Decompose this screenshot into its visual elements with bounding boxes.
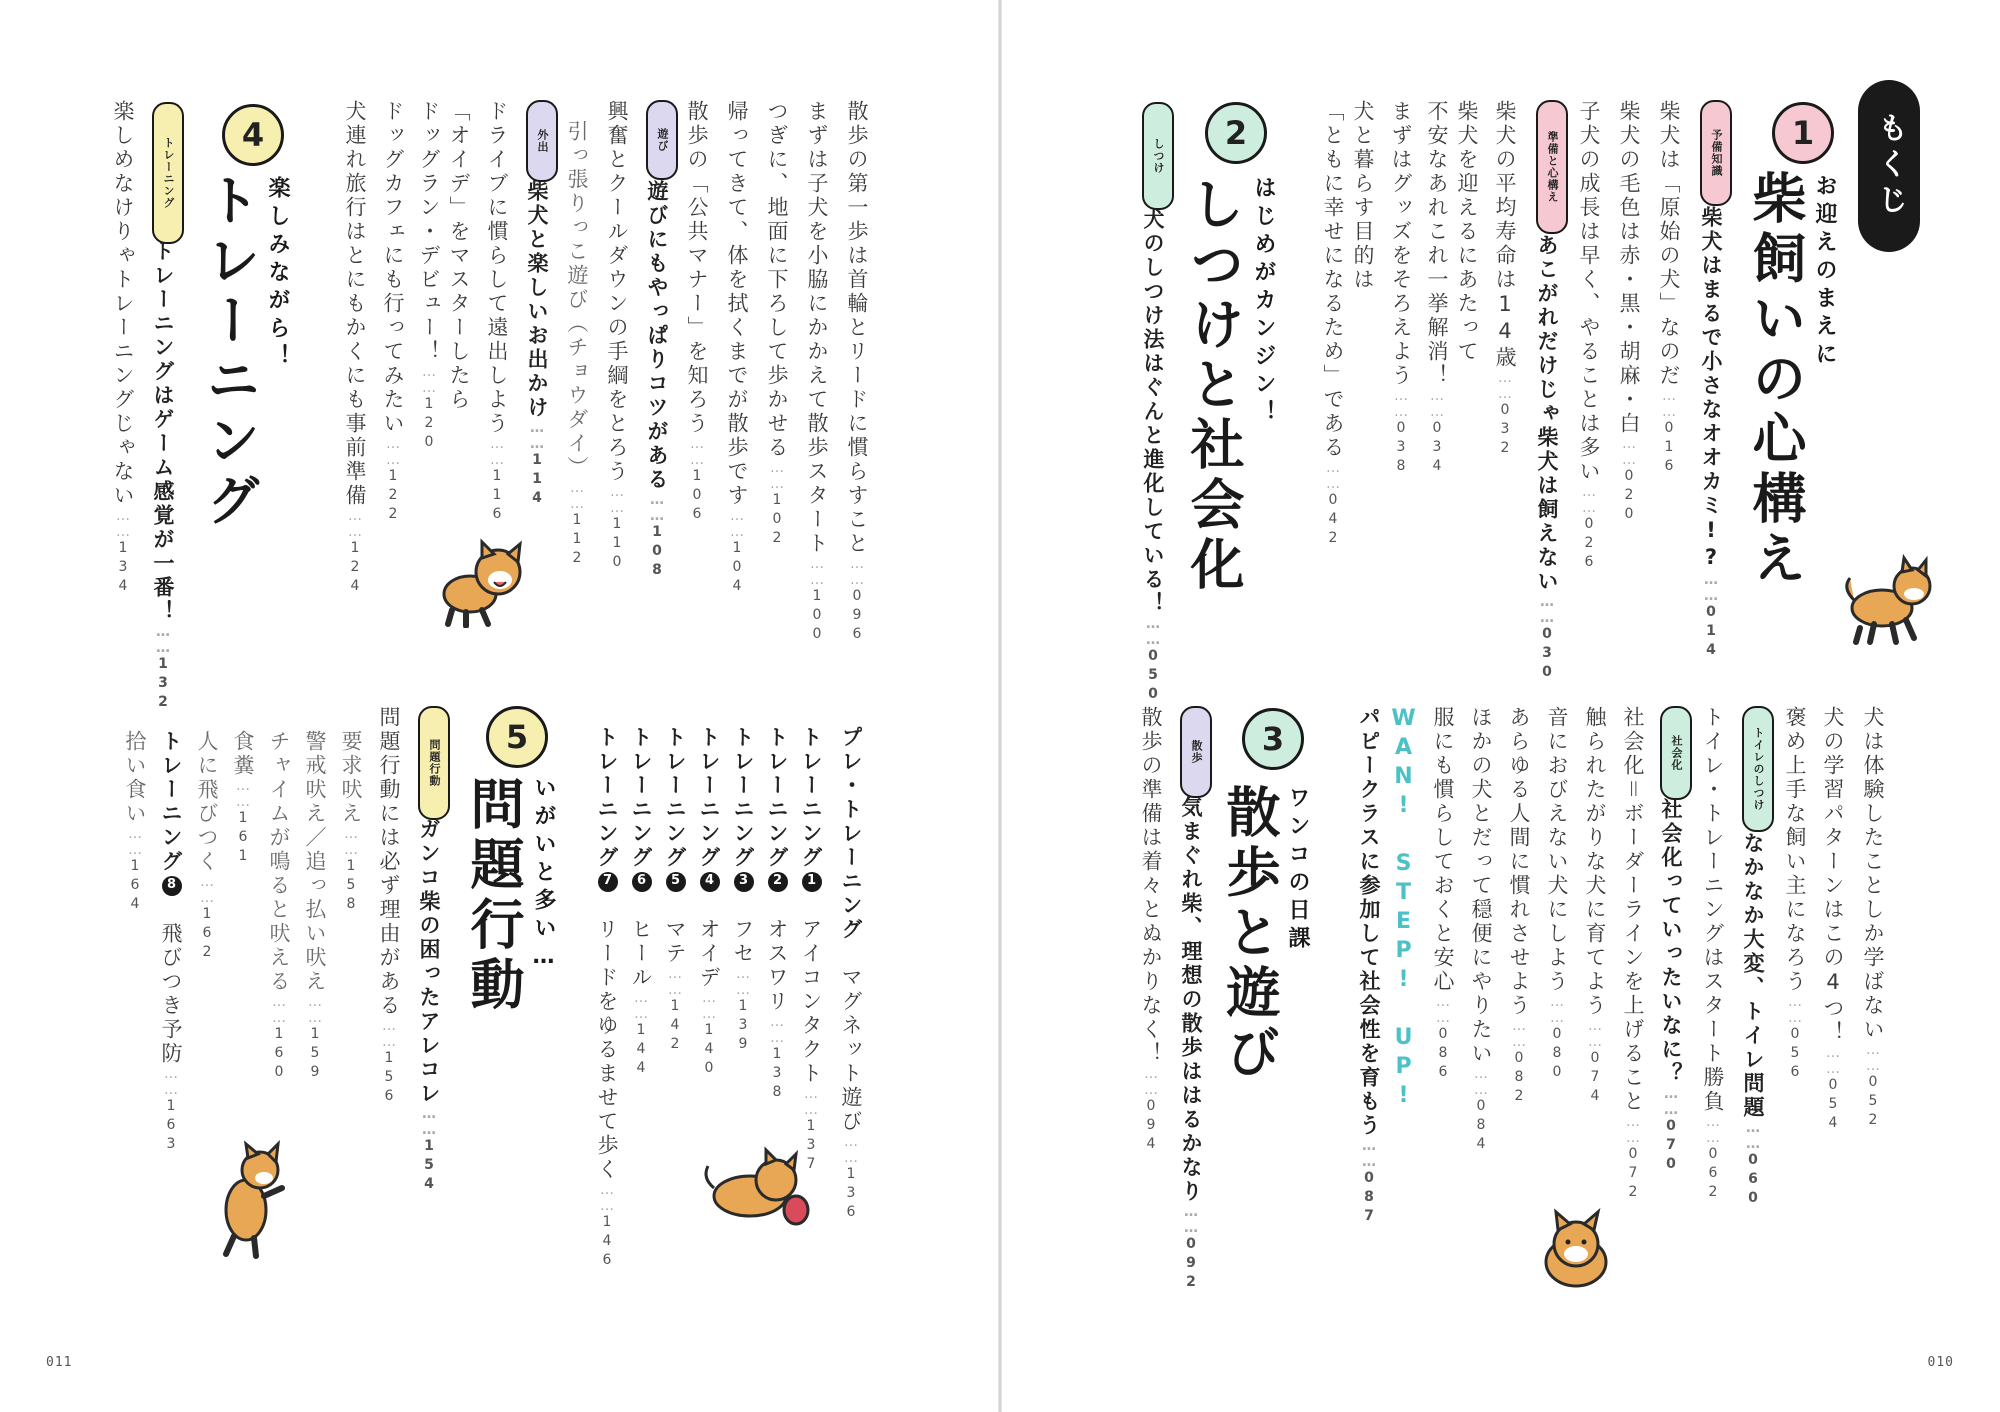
toc-heading[interactable]: 犬のしつけ法はぐんと進化している！……050 xyxy=(1141,208,1165,705)
toc-entry[interactable]: トレーニング5 マテ……142 xyxy=(663,726,687,1055)
toc-heading[interactable]: なかなか大変、トイレ問題……060 xyxy=(1741,832,1765,1209)
chapter-2-subtitle: はじめがカンジン！ xyxy=(1251,176,1276,428)
toc-heading[interactable]: 柴犬と楽しいお出かけ……114 xyxy=(525,180,549,509)
toc-entry[interactable]: ドッグカフェにも行ってみたい……122 xyxy=(381,100,405,525)
toc-entry[interactable]: あらゆる人間に慣れさせよう……082 xyxy=(1507,706,1531,1107)
toc-entry[interactable]: つぎに、地面に下ろして歩かせる……102 xyxy=(765,100,789,549)
toc-entry[interactable]: まずは子犬を小脇にかかえて散歩スタート……100 xyxy=(805,100,829,645)
tag-problem-behavior: 問題行動 xyxy=(418,706,450,820)
chapter-4-subtitle: 楽しみながら！ xyxy=(265,176,290,372)
toc-entry[interactable]: トレーニング6 ヒール……144 xyxy=(629,726,653,1079)
toc-entry[interactable]: トレーニング3 フセ……139 xyxy=(731,726,755,1055)
toc-entry[interactable]: 警戒吠え／追っ払い吠え……159 xyxy=(303,730,327,1083)
toc-entry[interactable]: 褒め上手な飼い主になろう……056 xyxy=(1783,706,1807,1083)
toc-entry[interactable]: 柴犬の平均寿命は14歳……032 xyxy=(1493,100,1517,459)
toc-entry[interactable]: 帰ってきて、体を拭くまでが散歩です……104 xyxy=(725,100,749,597)
toc-entry[interactable]: 子犬の成長は早く、やることは多い……026 xyxy=(1577,100,1601,573)
toc-entry[interactable]: 犬の学習パターンはこの4つ！……054 xyxy=(1821,706,1845,1134)
chapter-1-subtitle: お迎えのまえに xyxy=(1812,174,1837,370)
toc-entry[interactable]: 犬と暮らす目的は xyxy=(1351,100,1375,292)
toc-entry[interactable]: トレーニング4 オイデ……140 xyxy=(697,726,721,1079)
toc-entry[interactable]: ドッグラン・デビュー！……120 xyxy=(417,100,441,453)
toc-entry[interactable]: 「オイデ」をマスターしたら xyxy=(447,100,471,412)
tag-preparation-knowledge: 予備知識 xyxy=(1700,100,1732,206)
toc-entry[interactable]: プレ・トレーニング マグネット遊び……136 xyxy=(839,726,863,1223)
chapter-4-number: 4 xyxy=(222,104,284,166)
chapter-3-title: 散歩と遊び xyxy=(1218,784,1281,1084)
tag-training: トレーニング xyxy=(152,102,184,244)
toc-entry[interactable]: ドライブに慣らして遠出しよう……116 xyxy=(485,100,509,525)
toc-heading[interactable]: 社会化っていったいなに？……070 xyxy=(1659,798,1683,1175)
toc-entry[interactable]: トレーニング8 飛びつき予防……163 xyxy=(159,730,183,1155)
chapter-5-title: 問題行動 xyxy=(462,776,525,1016)
toc-entry[interactable]: 食糞……161 xyxy=(231,730,255,867)
toc-entry[interactable]: 散歩の準備は着々とぬかりなく！……094 xyxy=(1139,706,1163,1155)
page-number-left: 011 xyxy=(46,1355,73,1370)
toc-entry[interactable]: まずはグッズをそろえよう……038 xyxy=(1389,100,1413,477)
toc-entry[interactable]: トレーニング2 オスワリ……138 xyxy=(765,726,789,1103)
toc-entry[interactable]: 柴犬は「原始の犬」なのだ……016 xyxy=(1657,100,1681,477)
toc-entry[interactable]: 「ともに幸せになるため」である……042 xyxy=(1321,100,1345,549)
shiba-dog-with-toy-illustration xyxy=(700,1140,820,1240)
toc-entry[interactable]: 柴犬を迎えるにあたって xyxy=(1455,100,1479,364)
chapter-5-subtitle: いがいと多い… xyxy=(531,776,556,975)
tag-play: 遊び xyxy=(646,100,678,180)
chapter-3-subtitle: ワンコの日課 xyxy=(1285,786,1310,954)
toc-entry[interactable]: 犬は体験したことしか学ばない……052 xyxy=(1861,706,1885,1131)
toc-entry[interactable]: 社会化＝ボーダーラインを上げること……072 xyxy=(1621,706,1645,1203)
toc-entry[interactable]: 楽しめなけりゃトレーニングじゃない……134 xyxy=(111,100,135,597)
toc-entry[interactable]: 触られたがりな犬に育てよう……074 xyxy=(1583,706,1607,1107)
toc-entry[interactable]: トレーニング7 リードをゆるませて歩く……146 xyxy=(595,726,619,1271)
toc-heading[interactable]: 遊びにもやっぱりコツがある……108 xyxy=(645,180,669,581)
wan-step-up-label: WAN! STEP! UP! xyxy=(1391,706,1416,1112)
toc-entry[interactable]: 柴犬の毛色は赤・黒・胡麻・白……020 xyxy=(1617,100,1641,525)
chapter-2-title: しつけと社会化 xyxy=(1182,176,1245,596)
toc-entry[interactable]: トレーニング1 アイコンタクト……137 xyxy=(799,726,823,1175)
toc-heading[interactable]: 柴犬はまるで小さなオオカミ!?……014 xyxy=(1699,206,1723,661)
toc-heading[interactable]: パピークラスに参加して社会性を育もう……087 xyxy=(1357,706,1381,1227)
toc-entry[interactable]: 問題行動には必ず理由がある……156 xyxy=(377,706,401,1107)
toc-entry[interactable]: 興奮とクールダウンの手綱をとろう……110 xyxy=(605,100,629,573)
toc-entry[interactable]: 人に飛びつく……162 xyxy=(195,730,219,963)
toc-entry[interactable]: 音におびえない犬にしよう……080 xyxy=(1545,706,1569,1083)
tag-walk: 散歩 xyxy=(1180,706,1212,798)
toc-entry[interactable]: 拾い食い……164 xyxy=(123,730,147,915)
tag-preparation-mindset: 準備と心構え xyxy=(1536,100,1568,234)
shiba-dog-sitting-illustration xyxy=(1530,1200,1622,1292)
shiba-dog-running-illustration xyxy=(1840,548,1940,648)
toc-entry[interactable]: 不安なあれこれ一挙解消！……034 xyxy=(1425,100,1449,477)
toc-entry[interactable]: 散歩の「公共マナー」を知ろう……106 xyxy=(685,100,709,525)
chapter-3-number: 3 xyxy=(1242,708,1304,770)
chapter-1-number: 1 xyxy=(1772,102,1834,164)
chapter-1-title: 柴飼いの心構え xyxy=(1744,170,1807,590)
tag-socialization: 社会化 xyxy=(1660,706,1692,800)
tag-outing: 外出 xyxy=(526,100,558,182)
mokuji-label: もくじ xyxy=(1858,80,1920,252)
toc-entry[interactable]: 要求吠え……158 xyxy=(339,730,363,915)
toc-heading[interactable]: あこがれだけじゃ柴犬は飼えない……030 xyxy=(1535,234,1559,683)
tag-discipline: しつけ xyxy=(1142,102,1174,210)
toc-entry[interactable]: 犬連れ旅行はとにもかくにも事前準備……124 xyxy=(343,100,367,597)
chapter-5-number: 5 xyxy=(486,706,548,768)
toc-entry[interactable]: トイレ・トレーニングはスタート勝負……062 xyxy=(1701,706,1725,1203)
toc-entry[interactable]: ほかの犬とだって穏便にやりたい……084 xyxy=(1469,706,1493,1155)
toc-entry[interactable]: 服にも慣らしておくと安心……086 xyxy=(1431,706,1455,1083)
tag-toilet-training: トイレのしつけ xyxy=(1742,706,1774,832)
chapter-2-number: 2 xyxy=(1205,102,1267,164)
toc-entry[interactable]: チャイムが鳴ると吠える……160 xyxy=(267,730,291,1083)
shiba-dog-happy-illustration xyxy=(436,538,532,628)
toc-heading[interactable]: ガンコ柴の困ったアレコレ……154 xyxy=(417,818,441,1195)
shiba-dog-jumping-illustration xyxy=(206,1140,296,1260)
toc-entry[interactable]: 引っ張りっこ遊び（チョウダイ）……112 xyxy=(565,120,589,569)
page-number-right: 010 xyxy=(1927,1355,1954,1370)
toc-heading[interactable]: 気まぐれ柴、理想の散歩ははるかなり……092 xyxy=(1179,796,1203,1293)
toc-entry[interactable]: 散歩の第一歩は首輪とリードに慣らすこと……096 xyxy=(845,100,869,645)
toc-heading[interactable]: トレーニングはゲーム感覚が一番！……132 xyxy=(151,240,175,713)
chapter-4-title: トレーニング xyxy=(198,172,261,532)
